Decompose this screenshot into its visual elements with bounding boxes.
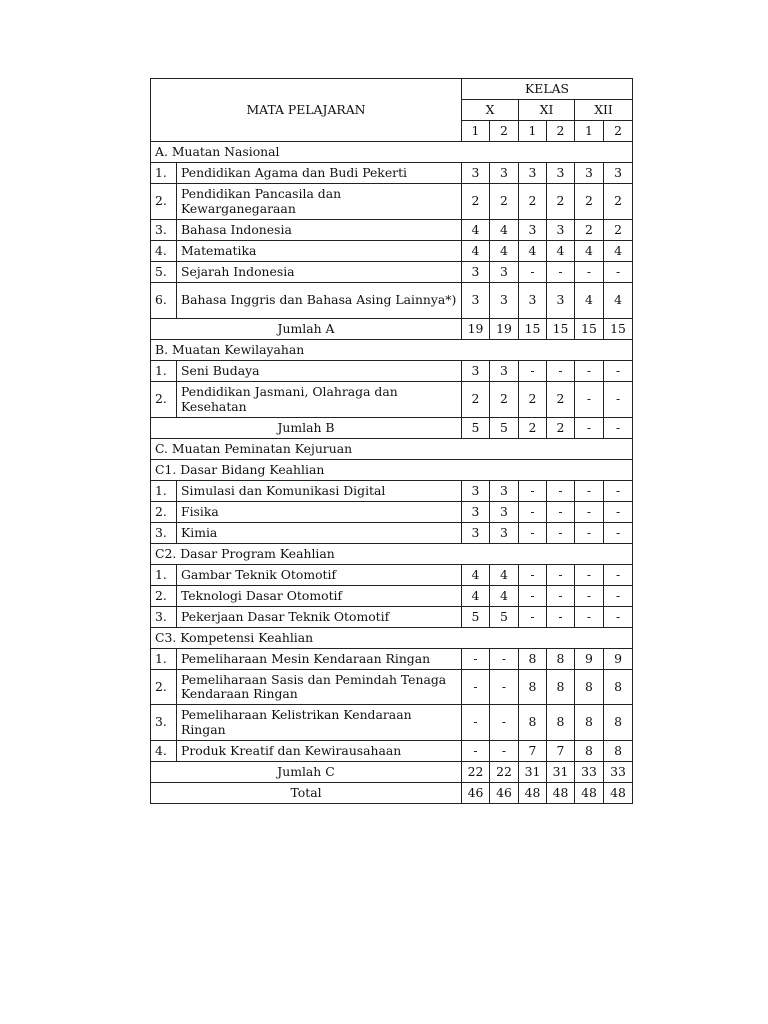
grade-header-x: X	[462, 100, 519, 121]
total-cell: 22	[490, 762, 519, 783]
hours-cell: -	[462, 670, 490, 705]
total-label: Total	[151, 783, 462, 804]
section-title: C2. Dasar Program Keahlian	[151, 544, 633, 565]
subject-row	[151, 283, 633, 319]
subject-header: MATA PELAJARAN	[151, 79, 462, 142]
hours-cell: 8	[604, 741, 633, 762]
hours-cell: -	[547, 502, 575, 523]
hours-cell: 4	[462, 586, 490, 607]
total-cell: 5	[462, 418, 490, 439]
hours-cell: -	[490, 741, 519, 762]
hours-cell: 8	[604, 705, 633, 741]
hours-cell: 2	[462, 184, 490, 220]
hours-cell: 5	[462, 607, 490, 628]
hours-cell: 4	[575, 241, 604, 262]
hours-cell: -	[519, 523, 547, 544]
hours-cell: -	[575, 361, 604, 382]
semester-header: 2	[547, 121, 575, 142]
total-cell: -	[575, 418, 604, 439]
hours-cell: 4	[462, 241, 490, 262]
hours-cell: -	[462, 649, 490, 670]
section-row	[151, 460, 633, 481]
row-number: 2.	[151, 184, 177, 220]
hours-cell: -	[547, 607, 575, 628]
hours-cell: 2	[575, 220, 604, 241]
row-number: 1.	[151, 565, 177, 586]
hours-cell: -	[604, 607, 633, 628]
total-cell: 33	[604, 762, 633, 783]
subject-row	[151, 741, 633, 762]
total-cell: 5	[490, 418, 519, 439]
kelas-header: KELAS	[462, 79, 633, 100]
total-cell: 48	[547, 783, 575, 804]
hours-cell: 8	[519, 705, 547, 741]
hours-cell: -	[604, 382, 633, 418]
subject-row	[151, 649, 633, 670]
hours-cell: 4	[490, 586, 519, 607]
hours-cell: 3	[547, 283, 575, 319]
row-number: 3.	[151, 607, 177, 628]
hours-cell: -	[604, 361, 633, 382]
subject-row	[151, 586, 633, 607]
total-cell: 46	[462, 783, 490, 804]
hours-cell: 2	[490, 184, 519, 220]
row-number: 2.	[151, 586, 177, 607]
hours-cell: 8	[519, 649, 547, 670]
row-number: 3.	[151, 523, 177, 544]
hours-cell: 2	[547, 184, 575, 220]
hours-cell: -	[547, 565, 575, 586]
hours-cell: 3	[575, 163, 604, 184]
subject-name: Teknologi Dasar Otomotif	[177, 586, 462, 607]
hours-cell: 3	[490, 283, 519, 319]
subject-name: Bahasa Indonesia	[177, 220, 462, 241]
hours-cell: 3	[490, 262, 519, 283]
hours-cell: 3	[490, 361, 519, 382]
hours-cell: 3	[462, 523, 490, 544]
row-number: 2.	[151, 502, 177, 523]
subject-name: Fisika	[177, 502, 462, 523]
total-cell: 33	[575, 762, 604, 783]
hours-cell: -	[519, 502, 547, 523]
section-row	[151, 340, 633, 361]
hours-cell: 3	[519, 283, 547, 319]
row-number: 2.	[151, 670, 177, 705]
hours-cell: 3	[462, 262, 490, 283]
total-cell: 15	[604, 319, 633, 340]
hours-cell: -	[519, 565, 547, 586]
total-cell: 31	[519, 762, 547, 783]
total-cell: 15	[575, 319, 604, 340]
hours-cell: 3	[519, 220, 547, 241]
hours-cell: -	[575, 607, 604, 628]
section-title: C. Muatan Peminatan Kejuruan	[151, 439, 633, 460]
hours-cell: 3	[547, 163, 575, 184]
subject-name: Bahasa Inggris dan Bahasa Asing Lainnya*)	[177, 283, 462, 319]
hours-cell: -	[519, 481, 547, 502]
total-cell: 48	[519, 783, 547, 804]
subject-name: Simulasi dan Komunikasi Digital	[177, 481, 462, 502]
total-cell: 15	[519, 319, 547, 340]
subject-row	[151, 220, 633, 241]
subject-row	[151, 481, 633, 502]
row-number: 4.	[151, 741, 177, 762]
subject-name: Pekerjaan Dasar Teknik Otomotif	[177, 607, 462, 628]
jumlah-a-row	[151, 319, 633, 340]
hours-cell: 8	[547, 705, 575, 741]
hours-cell: -	[547, 361, 575, 382]
hours-cell: 4	[604, 241, 633, 262]
hours-cell: 5	[490, 607, 519, 628]
hours-cell: -	[575, 382, 604, 418]
row-number: 4.	[151, 241, 177, 262]
total-label: Jumlah C	[151, 762, 462, 783]
hours-cell: -	[547, 481, 575, 502]
hours-cell: -	[519, 607, 547, 628]
hours-cell: 3	[462, 283, 490, 319]
hours-cell: -	[547, 586, 575, 607]
section-row	[151, 142, 633, 163]
subject-row	[151, 523, 633, 544]
hours-cell: 4	[462, 220, 490, 241]
section-row	[151, 439, 633, 460]
hours-cell: 8	[575, 741, 604, 762]
subject-name: Kimia	[177, 523, 462, 544]
hours-cell: 8	[575, 670, 604, 705]
total-cell: 19	[462, 319, 490, 340]
subject-name: Pendidikan Jasmani, Olahraga dan Kesehatan	[177, 382, 462, 418]
hours-cell: 3	[462, 481, 490, 502]
hours-cell: 3	[490, 502, 519, 523]
hours-cell: -	[604, 523, 633, 544]
section-row	[151, 628, 633, 649]
hours-cell: 3	[490, 523, 519, 544]
subject-row	[151, 382, 633, 418]
hours-cell: -	[575, 565, 604, 586]
hours-cell: 2	[604, 220, 633, 241]
row-number: 1.	[151, 481, 177, 502]
subject-name: Produk Kreatif dan Kewirausahaan	[177, 741, 462, 762]
hours-cell: -	[547, 262, 575, 283]
subject-name: Gambar Teknik Otomotif	[177, 565, 462, 586]
hours-cell: -	[604, 502, 633, 523]
row-number: 1.	[151, 163, 177, 184]
subject-name: Seni Budaya	[177, 361, 462, 382]
grade-header-xi: XI	[519, 100, 575, 121]
subject-row	[151, 502, 633, 523]
hours-cell: 2	[575, 184, 604, 220]
hours-cell: -	[519, 586, 547, 607]
hours-cell: -	[575, 481, 604, 502]
subject-name: Sejarah Indonesia	[177, 262, 462, 283]
hours-cell: -	[604, 565, 633, 586]
semester-header: 2	[490, 121, 519, 142]
hours-cell: 7	[519, 741, 547, 762]
hours-cell: 8	[547, 670, 575, 705]
curriculum-table	[150, 78, 633, 804]
row-number: 3.	[151, 705, 177, 741]
hours-cell: -	[575, 586, 604, 607]
hours-cell: 4	[519, 241, 547, 262]
hours-cell: -	[519, 262, 547, 283]
hours-cell: 3	[462, 361, 490, 382]
hours-cell: 2	[519, 184, 547, 220]
subject-row	[151, 670, 633, 705]
hours-cell: -	[604, 262, 633, 283]
hours-cell: 8	[547, 649, 575, 670]
hours-cell: 3	[604, 163, 633, 184]
row-number: 6.	[151, 283, 177, 319]
hours-cell: -	[575, 262, 604, 283]
subject-row	[151, 262, 633, 283]
semester-header: 1	[462, 121, 490, 142]
total-cell: -	[604, 418, 633, 439]
subject-name: Pendidikan Pancasila dan Kewarganegaraan	[177, 184, 462, 220]
hours-cell: 8	[604, 670, 633, 705]
total-label: Jumlah A	[151, 319, 462, 340]
hours-cell: 3	[490, 481, 519, 502]
total-label: Jumlah B	[151, 418, 462, 439]
total-cell: 2	[547, 418, 575, 439]
row-number: 1.	[151, 649, 177, 670]
section-title: C3. Kompetensi Keahlian	[151, 628, 633, 649]
hours-cell: -	[462, 741, 490, 762]
total-cell: 15	[547, 319, 575, 340]
subject-name: Pemeliharaan Kelistrikan Kendaraan Ringan	[177, 705, 462, 741]
hours-cell: 4	[490, 241, 519, 262]
subject-name: Pendidikan Agama dan Budi Pekerti	[177, 163, 462, 184]
subject-row	[151, 241, 633, 262]
hours-cell: 3	[519, 163, 547, 184]
hours-cell: -	[490, 649, 519, 670]
hours-cell: 4	[547, 241, 575, 262]
hours-cell: 2	[547, 382, 575, 418]
subject-name: Pemeliharaan Mesin Kendaraan Ringan	[177, 649, 462, 670]
hours-cell: 4	[462, 565, 490, 586]
hours-cell: 4	[604, 283, 633, 319]
subject-name: Matematika	[177, 241, 462, 262]
subject-row	[151, 565, 633, 586]
hours-cell: -	[490, 705, 519, 741]
hours-cell: -	[462, 705, 490, 741]
header-row-kelas	[151, 79, 633, 100]
row-number: 2.	[151, 382, 177, 418]
section-title: B. Muatan Kewilayahan	[151, 340, 633, 361]
hours-cell: 8	[519, 670, 547, 705]
hours-cell: 4	[490, 565, 519, 586]
hours-cell: 2	[519, 382, 547, 418]
total-cell: 19	[490, 319, 519, 340]
hours-cell: 2	[462, 382, 490, 418]
hours-cell: -	[575, 502, 604, 523]
subject-row	[151, 705, 633, 741]
section-title: A. Muatan Nasional	[151, 142, 633, 163]
hours-cell: -	[490, 670, 519, 705]
row-number: 3.	[151, 220, 177, 241]
row-number: 5.	[151, 262, 177, 283]
total-cell: 31	[547, 762, 575, 783]
total-cell: 48	[604, 783, 633, 804]
row-number: 1.	[151, 361, 177, 382]
semester-header: 1	[575, 121, 604, 142]
subject-row	[151, 163, 633, 184]
hours-cell: -	[604, 481, 633, 502]
hours-cell: 7	[547, 741, 575, 762]
jumlah-b-row	[151, 418, 633, 439]
grade-header-xii: XII	[575, 100, 633, 121]
total-cell: 46	[490, 783, 519, 804]
hours-cell: 3	[547, 220, 575, 241]
hours-cell: 9	[575, 649, 604, 670]
table-body	[151, 79, 633, 804]
subject-row	[151, 607, 633, 628]
semester-header: 2	[604, 121, 633, 142]
hours-cell: 4	[490, 220, 519, 241]
subject-name: Pemeliharaan Sasis dan Pemindah Tenaga Kendaraan Ringan	[177, 670, 462, 705]
hours-cell: -	[519, 361, 547, 382]
total-cell: 48	[575, 783, 604, 804]
total-cell: 22	[462, 762, 490, 783]
hours-cell: -	[575, 523, 604, 544]
total-cell: 2	[519, 418, 547, 439]
semester-header: 1	[519, 121, 547, 142]
subject-row	[151, 184, 633, 220]
hours-cell: 9	[604, 649, 633, 670]
hours-cell: 4	[575, 283, 604, 319]
hours-cell: 2	[490, 382, 519, 418]
hours-cell: 3	[462, 163, 490, 184]
section-title: C1. Dasar Bidang Keahlian	[151, 460, 633, 481]
grand-total-row	[151, 783, 633, 804]
hours-cell: 3	[462, 502, 490, 523]
hours-cell: -	[547, 523, 575, 544]
subject-row	[151, 361, 633, 382]
hours-cell: 8	[575, 705, 604, 741]
section-row	[151, 544, 633, 565]
jumlah-c-row	[151, 762, 633, 783]
hours-cell: 3	[490, 163, 519, 184]
hours-cell: -	[604, 586, 633, 607]
hours-cell: 2	[604, 184, 633, 220]
